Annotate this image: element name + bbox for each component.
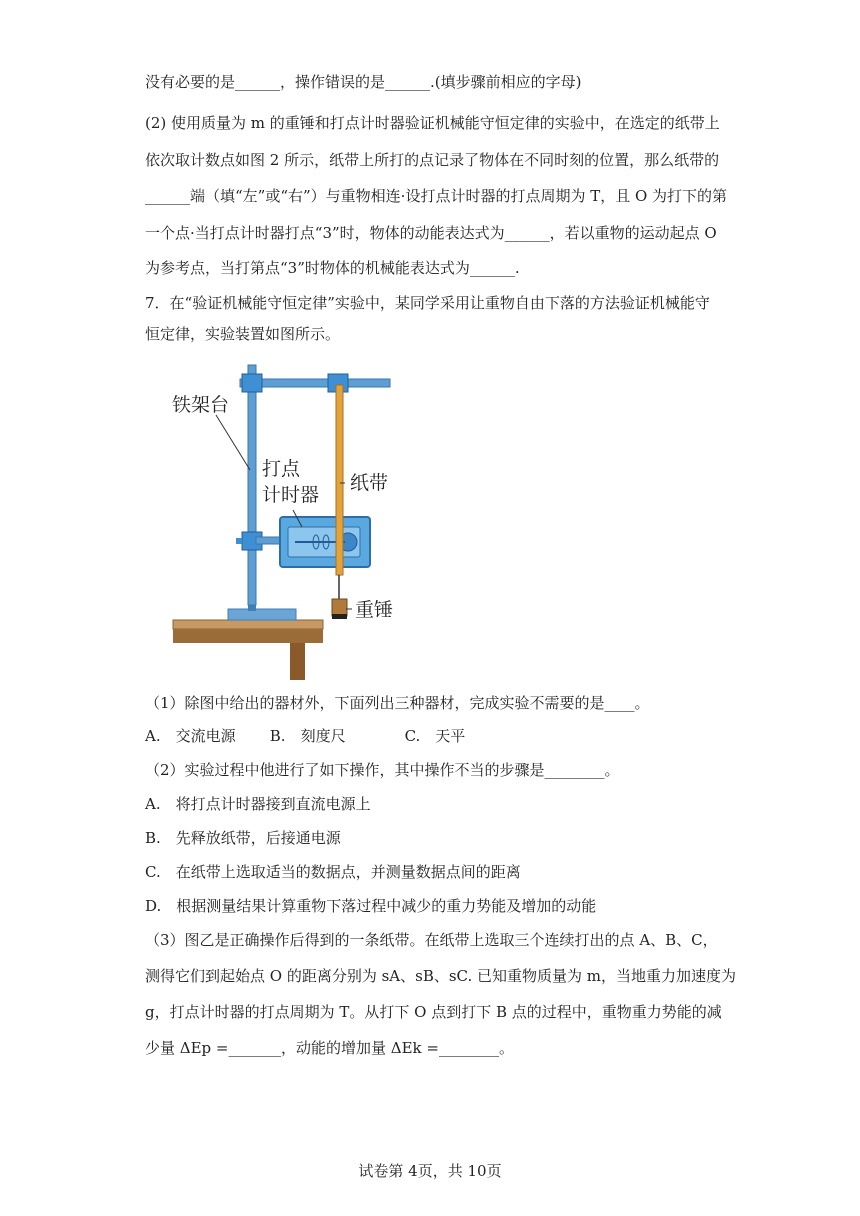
sub-question-1-options — [145, 726, 465, 746]
option-a: A. 交流电源 — [145, 727, 236, 745]
line-3: 依次取计数点如图 2 所示，纸带上所打的点记录了物体在不同时刻的位置，那么纸带的 — [145, 151, 720, 169]
line-5: 一个点·当打点计时器打点“3”时，物体的动能表达式为______，若以重物的运动起点 O — [145, 224, 717, 242]
table-top — [173, 620, 323, 629]
line-4: ______端（填“左”或“右”）与重物相连·设打点计时器的打点周期为 T，且 O 为打下的第 — [145, 187, 728, 205]
stand-rod — [248, 365, 256, 605]
stand-base — [228, 609, 296, 620]
apparatus-figure — [170, 355, 430, 680]
label-weight: 重锤 — [355, 600, 394, 621]
sub-question-3-line-1: （3）图乙是正确操作后得到的一条纸带。在纸带上选取三个连续打出的点 A、B、C， — [145, 931, 718, 949]
sub-question-2-option-b: B. 先释放纸带，后接通电源 — [145, 829, 341, 847]
line-2: (2) 使用质量为 m 的重锤和打点计时器验证机械能守恒定律的实验中，在选定的纸带上 — [145, 114, 720, 132]
option-c: C. 天平 — [404, 727, 466, 745]
label-paper-tape: 纸带 — [350, 473, 389, 494]
paper-tape — [336, 385, 343, 575]
sub-question-1: （1）除图中给出的器材外，下面列出三种器材，完成实验不需要的是____。 — [145, 694, 650, 712]
table-leg — [290, 643, 305, 680]
sub-question-2: （2）实验过程中他进行了如下操作，其中操作不当的步骤是________。 — [145, 761, 620, 779]
label-timer-2: 计时器 — [262, 485, 320, 506]
question-7-line-2: 恒定律，实验装置如图所示。 — [145, 325, 341, 343]
label-iron-stand: 铁架台 — [172, 395, 230, 416]
line-6: 为参考点，当打第点“3”时物体的机械能表达式为______. — [145, 259, 520, 277]
sub-question-3-line-4: 少量 ΔEp =_______，动能的增加量 ΔEk =________。 — [145, 1039, 514, 1057]
weight — [332, 599, 347, 616]
sub-question-2-option-a: A. 将打点计时器接到直流电源上 — [145, 795, 371, 813]
table-edge — [173, 629, 323, 643]
sub-question-3-line-3: g，打点计时器的打点周期为 T。从打下 O 点到打下 B 点的过程中，重物重力势能的减 — [145, 1003, 722, 1021]
sub-question-2-option-d: D. 根据测量结果计算重物下落过程中减少的重力势能及增加的动能 — [145, 897, 597, 915]
sub-question-3-line-2: 测得它们到起始点 O 的距离分别为 sA、sB、sC. 已知重物质量为 m，当地重力加速度为 — [145, 967, 737, 985]
sub-question-2-option-c: C. 在纸带上选取适当的数据点，并测量数据点间的距离 — [145, 863, 521, 881]
question-7-line-1: 7．在“验证机械能守恒定律”实验中，某同学采用让重物自由下落的方法验证机械能守 — [145, 294, 710, 312]
option-b: B. 刻度尺 — [269, 727, 346, 745]
label-timer-1: 打点 — [262, 459, 301, 480]
page-footer: 试卷第 4页，共 10页 — [358, 1162, 502, 1180]
line-1: 没有必要的是______，操作错误的是______.(填步骤前相应的字母) — [145, 73, 582, 91]
